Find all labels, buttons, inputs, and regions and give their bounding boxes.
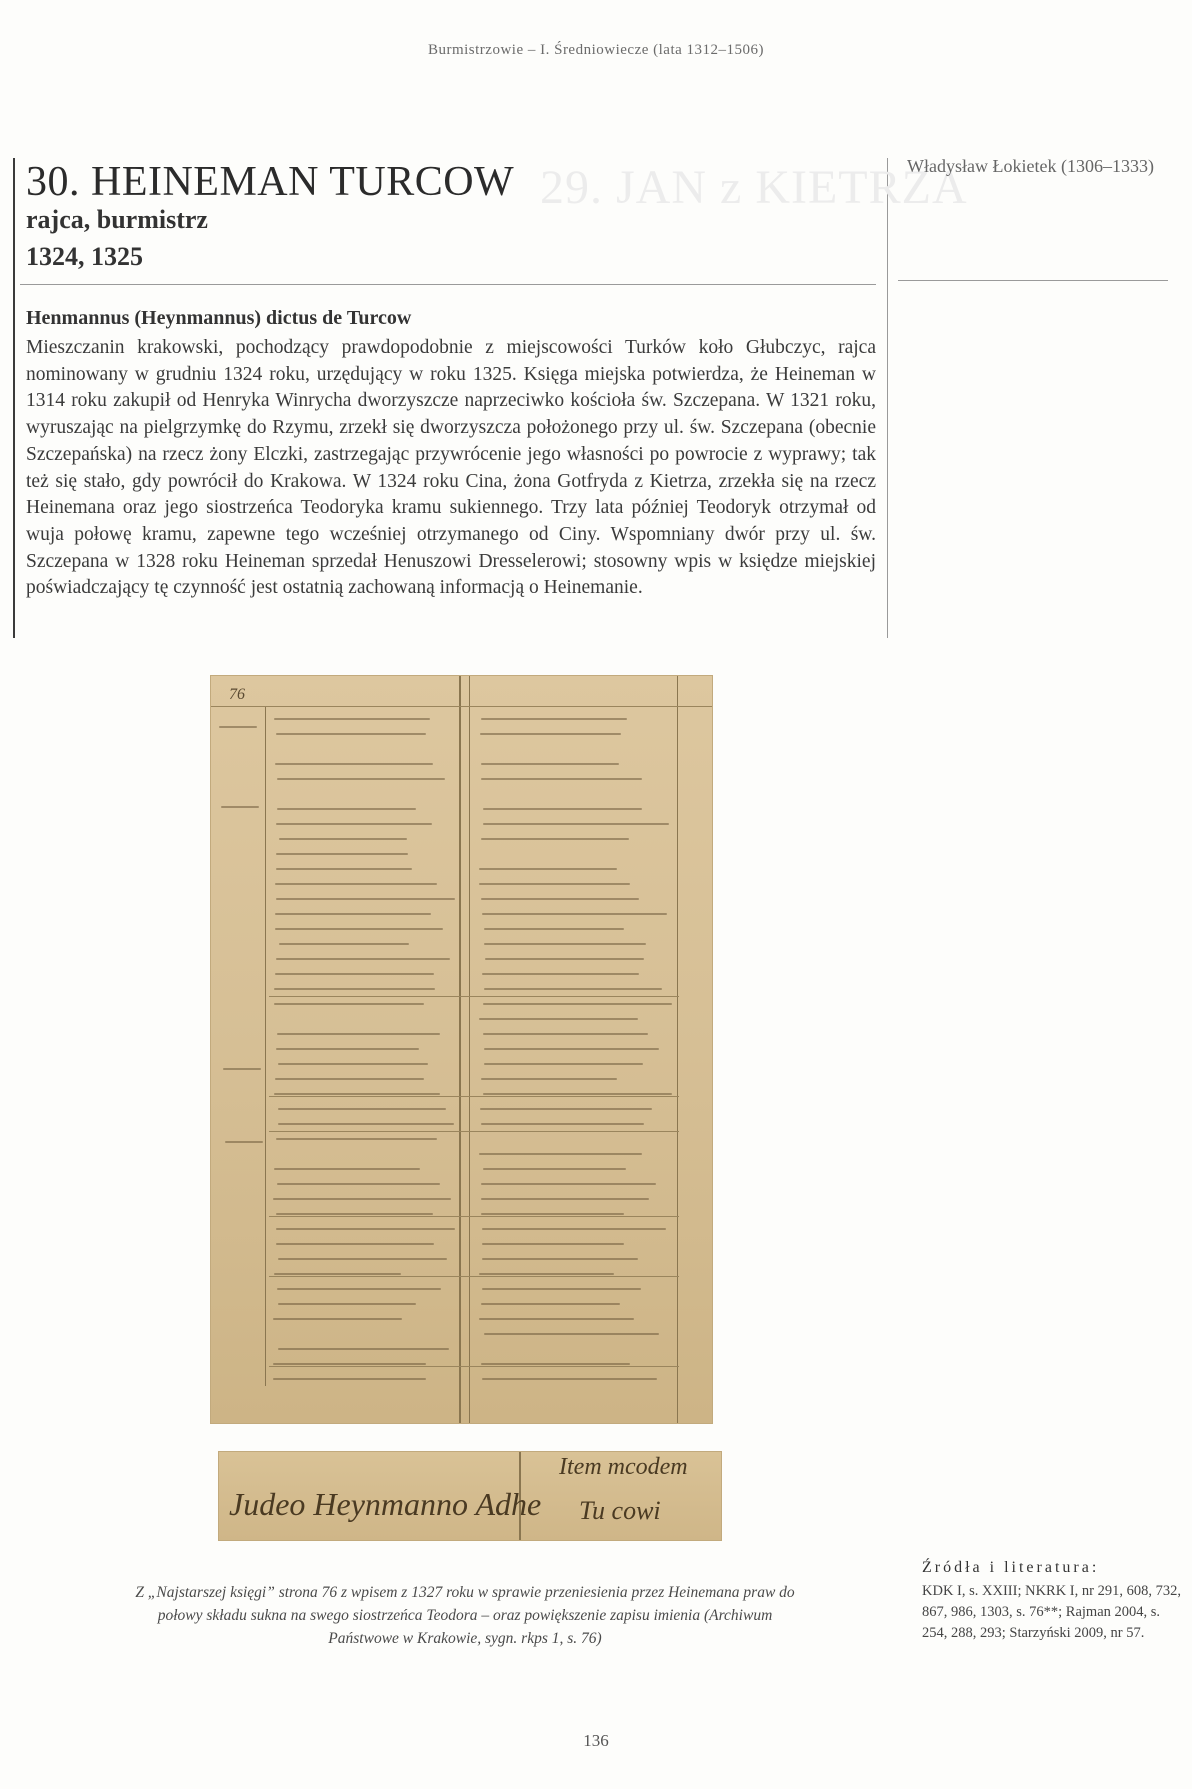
manuscript-script-line: [273, 1363, 426, 1365]
manuscript-script-line: [481, 778, 641, 780]
manuscript-margin-note: [221, 806, 259, 808]
manuscript-script-line: [484, 1333, 659, 1335]
manuscript-script-line: [276, 898, 455, 900]
manuscript-script-line: [276, 1138, 437, 1140]
manuscript-script-line: [276, 1243, 434, 1245]
manuscript-script-line: [483, 808, 642, 810]
manuscript-script-line: [483, 1093, 672, 1095]
manuscript-script-line: [479, 883, 629, 885]
sidebar-rule: [887, 158, 888, 638]
manuscript-script-line: [479, 1153, 641, 1155]
zoom-fragment-bottom: Tu cowi: [579, 1496, 661, 1525]
manuscript-script-line: [276, 1048, 420, 1050]
manuscript-script-line: [276, 868, 412, 870]
manuscript-script-line: [482, 1228, 666, 1230]
manuscript-script-line: [274, 1168, 419, 1170]
manuscript-column-line: [677, 676, 678, 1423]
manuscript-script-line: [274, 1003, 424, 1005]
manuscript-column-line: [469, 676, 470, 1423]
manuscript-script-line: [483, 1003, 672, 1005]
sidebar-divider: [898, 280, 1168, 281]
manuscript-script-line: [276, 733, 426, 735]
manuscript-script-line: [481, 718, 627, 720]
manuscript-script-line: [485, 958, 644, 960]
manuscript-script-line: [279, 838, 408, 840]
manuscript-script-line: [481, 838, 629, 840]
manuscript-script-line: [482, 913, 667, 915]
zoom-fragment-top: Item mcodem: [559, 1454, 688, 1480]
manuscript-script-line: [273, 1378, 425, 1380]
zoom-name-fragment: Judeo Heynmanno Adhe: [229, 1486, 542, 1522]
manuscript-script-line: [277, 1183, 440, 1185]
manuscript-entry-rule: [269, 1366, 679, 1367]
manuscript-script-line: [277, 778, 445, 780]
manuscript-script-line: [275, 928, 443, 930]
manuscript-entry-rule: [269, 1096, 679, 1097]
manuscript-script-line: [274, 1273, 401, 1275]
manuscript-margin-line: [265, 706, 266, 1386]
manuscript-script-line: [274, 1093, 440, 1095]
manuscript-script-line: [274, 718, 430, 720]
manuscript-script-line: [480, 733, 621, 735]
entry-lead-name: Henmannus (Heynmannus) dictus de Turcow: [26, 307, 412, 329]
manuscript-script-line: [278, 1303, 416, 1305]
manuscript-script-line: [277, 1033, 440, 1035]
manuscript-script-line: [481, 1213, 624, 1215]
sources-text: KDK I, s. XXIII; NKRK I, nr 291, 608, 732, 867, 986, 1303, s. 76**; Rajman 2004, s. 254, 288, 293; Starzyński 2009, nr 57.: [922, 1583, 1181, 1641]
manuscript-script-line: [275, 913, 431, 915]
bleed-through-title: 29. JAN z KIETRZA: [540, 161, 968, 214]
entry-body: Mieszczanin krakowski, pochodzący prawdopodobnie z miejscowości Turków koło Głubczyc, rajca nominowany w grudniu 1324 roku, urzędujący w roku 1325. Księga miejska potwierdza, że Heineman w 1314 roku zakupił od Henryka Winrycha dworzyszcze naprzeciwko kościoła św. Szczepana. W 1321 roku, wyruszając na pielgrzymkę do Rzymu, zrzekł się dworzyszcza położonego przy ul. św. Szczepana (obecnie Szczepańska) na rzecz żony Elczki, zastrzegając przywrócenie jego własności po powrocie z wyprawy; tak też się stało, gdy powrócił do Krakowa. W 1324 roku Cina, żona Gotfryda z Kietrza, zrzekła się na rzecz Heinemana oraz jego siostrzeńca Teodoryka kramu sukiennego. Trzy lata później Teodoryk otrzymał od wuja połowę kramu, zapewne tego wcześniej otrzymanego od Ciny. Wspomniany dwór przy ul. św. Szczepana w 1328 roku Heineman sprzedał Henuszowi Dresselerowi; stosowny wpis w księdze miejskiej poświadczający tę czynność jest ostatnią zachowaną informacją o Heinemanie.: [26, 337, 876, 599]
manuscript-script-line: [276, 823, 432, 825]
entry-title: 30. HEINEMAN TURCOW: [26, 159, 515, 205]
manuscript-script-line: [484, 943, 645, 945]
manuscript-script-line: [278, 1123, 454, 1125]
manuscript-margin-note: [223, 1068, 261, 1070]
main-column-rule: [13, 158, 15, 638]
manuscript-script-line: [276, 1228, 455, 1230]
manuscript-script-line: [276, 1213, 434, 1215]
manuscript-script-line: [481, 1363, 630, 1365]
manuscript-script-line: [275, 1078, 425, 1080]
manuscript-script-line: [274, 988, 435, 990]
manuscript-script-line: [481, 1198, 648, 1200]
main-divider: [20, 284, 876, 285]
page-number: 136: [583, 1731, 609, 1750]
manuscript-script-line: [483, 1033, 648, 1035]
manuscript-script-line: [276, 853, 409, 855]
manuscript-script-line: [278, 1108, 445, 1110]
manuscript-script-line: [484, 1048, 660, 1050]
manuscript-script-line: [481, 763, 619, 765]
manuscript-script-line: [278, 1348, 449, 1350]
manuscript-script-line: [484, 1063, 642, 1065]
entry-years: 1324, 1325: [26, 242, 143, 271]
manuscript-script-line: [483, 1168, 626, 1170]
manuscript-script-line: [482, 1288, 641, 1290]
manuscript-script-line: [479, 868, 617, 870]
manuscript-script-line: [481, 1183, 656, 1185]
manuscript-script-line: [482, 1378, 657, 1380]
manuscript-script-line: [484, 928, 624, 930]
manuscript-script-line: [273, 1198, 451, 1200]
manuscript-script-line: [277, 808, 416, 810]
manuscript-page-number: 76: [229, 686, 245, 703]
manuscript-script-line: [484, 988, 662, 990]
manuscript-script-line: [481, 1123, 644, 1125]
manuscript-top-rule: [211, 706, 712, 707]
manuscript-script-line: [273, 1318, 401, 1320]
running-head: Burmistrzowie – I. Średniowiecze (lata 1312–1506): [427, 42, 765, 58]
manuscript-script-line: [480, 1108, 652, 1110]
entry-subtitle: rajca, burmistrz: [26, 205, 208, 234]
manuscript-script-line: [275, 763, 433, 765]
manuscript-script-line: [482, 1258, 638, 1260]
manuscript-script-line: [481, 1303, 620, 1305]
manuscript-script-line: [479, 1318, 634, 1320]
manuscript-script-line: [276, 958, 450, 960]
manuscript-zoom: [218, 1451, 722, 1541]
manuscript-entry-rule: [269, 996, 679, 997]
manuscript-script-line: [481, 1078, 617, 1080]
manuscript-script-line: [279, 943, 409, 945]
manuscript-margin-note: [219, 726, 257, 728]
manuscript-script-line: [479, 1018, 637, 1020]
manuscript-column-line: [459, 676, 461, 1423]
manuscript-script-line: [479, 1273, 614, 1275]
manuscript-script-line: [482, 1243, 624, 1245]
manuscript-script-line: [482, 973, 639, 975]
manuscript-entry-rule: [269, 1216, 679, 1217]
manuscript-script-line: [481, 898, 639, 900]
sidebar-reign: Władysław Łokietek (1306–1333): [907, 156, 1154, 176]
manuscript-script-line: [277, 1288, 441, 1290]
figure-caption: Z „Najstarszej księgi” strona 76 z wpisem z 1327 roku w sprawie przeniesienia przez Heinemana praw do połowy składu sukna na swego siostrzeńca Teodora – oraz powiększenie zapisu imienia (Archiwum Państwowe w Krakowie, sygn. rkps 1, s. 76): [135, 1584, 795, 1647]
manuscript-entry-rule: [269, 1131, 679, 1132]
manuscript-script-line: [275, 883, 437, 885]
manuscript-script-line: [278, 1063, 428, 1065]
manuscript-image: [210, 675, 713, 1424]
manuscript-script-line: [275, 973, 434, 975]
manuscript-script-line: [483, 823, 669, 825]
manuscript-margin-note: [225, 1141, 263, 1143]
sources-heading: Źródła i literatura:: [922, 1559, 1100, 1576]
manuscript-script-line: [278, 1258, 447, 1260]
manuscript-entry-rule: [269, 1276, 679, 1277]
